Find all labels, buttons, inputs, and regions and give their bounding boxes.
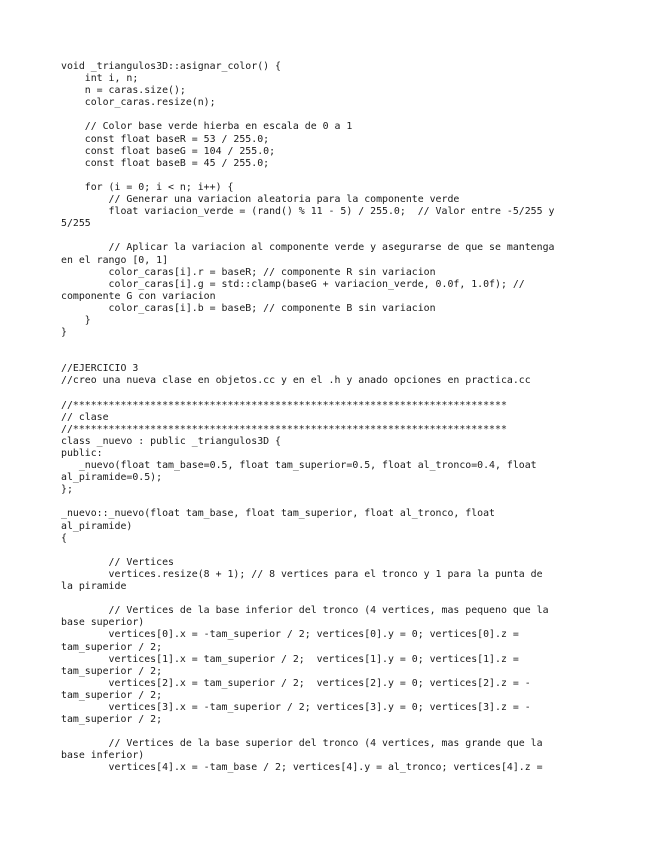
code-line: //************************************************************************* [61, 423, 507, 435]
code-line: color_caras.resize(n); [61, 97, 216, 109]
code-line: color_caras[i].b = baseB; // componente B sin variacion [61, 302, 436, 314]
code-line: // Generar una variacion aleatoria para la componente verde [61, 194, 460, 206]
code-line: // Vertices [61, 556, 174, 568]
code-line: 5/255 [61, 218, 91, 230]
code-line: tam_superior / 2; [61, 641, 163, 653]
code-line: for (i = 0; i < n; i++) { [61, 181, 234, 193]
code-line: // Vertices de la base inferior del tronco (4 vertices, mas pequeno que la [61, 605, 549, 617]
code-line: class _nuevo : public _triangulos3D { [61, 435, 281, 447]
code-line [61, 351, 601, 363]
code-line: base inferior) [61, 750, 145, 762]
code-line: const float baseB = 45 / 255.0; [61, 157, 270, 169]
code-line: al_piramide) [61, 520, 133, 532]
code-line: n = caras.size(); [61, 85, 186, 97]
code-line [61, 109, 601, 121]
code-line: //************************************************************************* [61, 399, 507, 411]
code-line: // Vertices de la base superior del tronco (4 vertices, mas grande que la [61, 738, 543, 750]
code-line: tam_superior / 2; [61, 689, 163, 701]
code-line: // Color base verde hierba en escala de 0 a 1 [61, 121, 353, 133]
code-line: }; [61, 484, 73, 496]
code-line: base superior) [61, 617, 145, 629]
code-line [61, 545, 601, 557]
code-line [61, 339, 601, 351]
code-line [61, 496, 601, 508]
code-line: } [61, 314, 91, 326]
code-line: _nuevo(float tam_base=0.5, float tam_superior=0.5, float al_tronco=0.4, float [61, 460, 537, 472]
code-line: // Aplicar la variacion al componente verde y asegurarse de que se mantenga [61, 242, 555, 254]
code-line: tam_superior / 2; [61, 665, 163, 677]
code-listing [61, 61, 601, 775]
code-line: la piramide [61, 581, 127, 593]
code-line: public: [61, 448, 103, 459]
code-line: vertices[3].x = -tam_superior / 2; vertices[3].y = 0; vertices[3].z = - [61, 701, 531, 713]
code-line [61, 593, 601, 605]
code-line: en el rango [0, 1] [61, 254, 169, 266]
code-line: vertices[4].x = -tam_base / 2; vertices[4].y = al_tronco; vertices[4].z = [61, 762, 543, 774]
code-line: // clase [61, 411, 109, 423]
code-line: color_caras[i].r = baseR; // componente R sin variacion [61, 266, 436, 278]
code-line [61, 230, 601, 242]
code-line: componente G con variacion [61, 290, 216, 302]
code-line: } [61, 327, 67, 339]
code-line: void _triangulos3D::asignar_color() { [61, 61, 281, 72]
code-line: vertices[2].x = tam_superior / 2; vertices[2].y = 0; vertices[2].z = - [61, 677, 531, 689]
code-line: int i, n; [61, 73, 139, 85]
code-line: vertices.resize(8 + 1); // 8 vertices para el tronco y 1 para la punta de [61, 568, 543, 580]
code-line: vertices[0].x = -tam_superior / 2; vertices[0].y = 0; vertices[0].z = [61, 629, 519, 641]
code-line: //EJERCICIO 3 [61, 363, 139, 375]
code-line: { [61, 532, 67, 544]
code-line: al_piramide=0.5); [61, 472, 163, 484]
code-line: //creo una nueva clase en objetos.cc y en el .h y anado opciones en practica.cc [61, 375, 531, 387]
code-line: color_caras[i].g = std::clamp(baseG + variacion_verde, 0.0f, 1.0f); // [61, 278, 525, 290]
code-line: vertices[1].x = tam_superior / 2; vertices[1].y = 0; vertices[1].z = [61, 653, 519, 665]
code-line [61, 726, 601, 738]
code-line [61, 388, 601, 400]
code-line: _nuevo::_nuevo(float tam_base, float tam_superior, float al_tronco, float [61, 508, 496, 520]
code-line: const float baseG = 104 / 255.0; [61, 145, 276, 157]
code-line: float variacion_verde = (rand() % 11 - 5) / 255.0; // Valor entre -5/255 y [61, 206, 555, 218]
code-line: tam_superior / 2; [61, 714, 163, 726]
code-line [61, 170, 601, 182]
code-line: const float baseR = 53 / 255.0; [61, 133, 270, 145]
